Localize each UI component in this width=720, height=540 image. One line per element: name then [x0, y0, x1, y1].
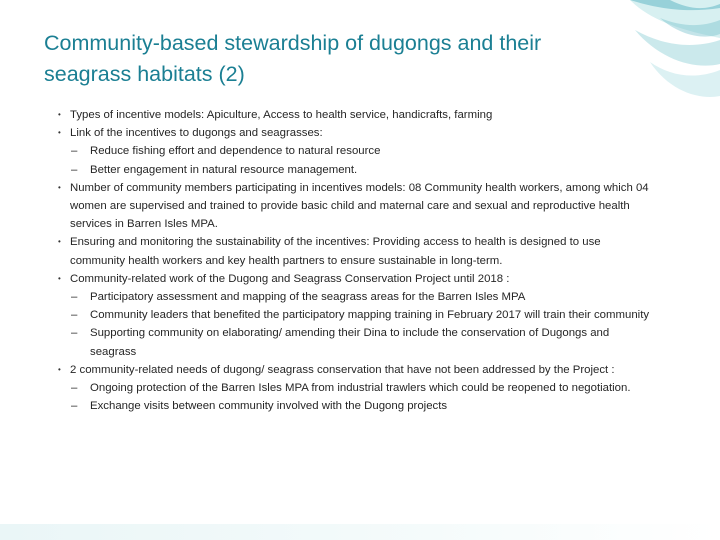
sub-item-text: Community leaders that benefited the participatory mapping training in February 2017 will train their community [90, 309, 650, 322]
bullet-icon: • [58, 364, 61, 374]
bullet-icon: • [58, 128, 61, 138]
bullet-item [58, 270, 658, 288]
sub-item-text: Better engagement in natural resource management. [90, 163, 358, 176]
slide-title: Community-based stewardship of dugongs and their seagrass habitats (2) [44, 31, 542, 86]
bullet-icon: • [58, 110, 61, 119]
bullet-icon: • [58, 273, 61, 283]
bottom-band [0, 524, 720, 540]
bullet-item [58, 106, 658, 124]
sub-item [58, 161, 658, 179]
dash-icon: – [71, 145, 78, 158]
dash-icon: – [71, 309, 78, 322]
bullet-item [58, 361, 658, 379]
sub-item-text: Ongoing protection of the Barren Isles MPA from industrial trawlers which could be reopened to negotiation. [90, 382, 631, 395]
sub-item [58, 397, 658, 415]
sub-item [58, 306, 658, 324]
bullet-item [58, 179, 658, 234]
bullet-text: Link of the incentives to dugongs and seagrasses: [70, 127, 323, 140]
sub-item [58, 288, 658, 306]
bullet-text: Ensuring and monitoring the sustainability of the incentives: Providing access to health is designed to use community health workers and key health partners to ensure sustainable in long-term. [70, 236, 601, 267]
bullet-text: 2 community-related needs of dugong/ seagrass conservation that have not been addressed by the Project : [70, 363, 615, 376]
sub-item [58, 324, 658, 360]
dash-icon: – [71, 400, 78, 413]
dash-icon: – [71, 163, 78, 176]
sub-item-text: Supporting community on elaborating/ amending their Dina to include the conservation of Dugongs and seagrass [90, 327, 610, 358]
dash-icon: – [71, 327, 78, 340]
bullet-icon: • [58, 182, 61, 192]
bullet-item [58, 233, 658, 269]
sub-item-text: Exchange visits between community involved with the Dugong projects [90, 400, 448, 413]
dash-icon: – [71, 382, 78, 395]
bullet-text: Number of community members participating in incentives models: 08 Community health workers, among which 04 women are supervised and trained to provide basic child and maternal care and sexual and reproductive health services in Barren Isles MPA. [70, 181, 649, 231]
dash-icon: – [71, 291, 78, 304]
sub-item-text: Participatory assessment and mapping of the seagrass areas for the Barren Isles MPA [90, 291, 526, 304]
bullet-list [58, 106, 658, 415]
bullet-icon: • [58, 237, 61, 247]
sub-item-text: Reduce fishing effort and dependence to natural resource [90, 145, 381, 158]
sub-item [58, 379, 658, 397]
bullet-text: Types of incentive models: Apiculture, Access to health service, handicrafts, farming [70, 109, 493, 121]
sub-item [58, 142, 658, 160]
bullet-item [58, 124, 658, 142]
bullet-text: Community-related work of the Dugong and Seagrass Conservation Project until 2018 : [70, 272, 510, 285]
